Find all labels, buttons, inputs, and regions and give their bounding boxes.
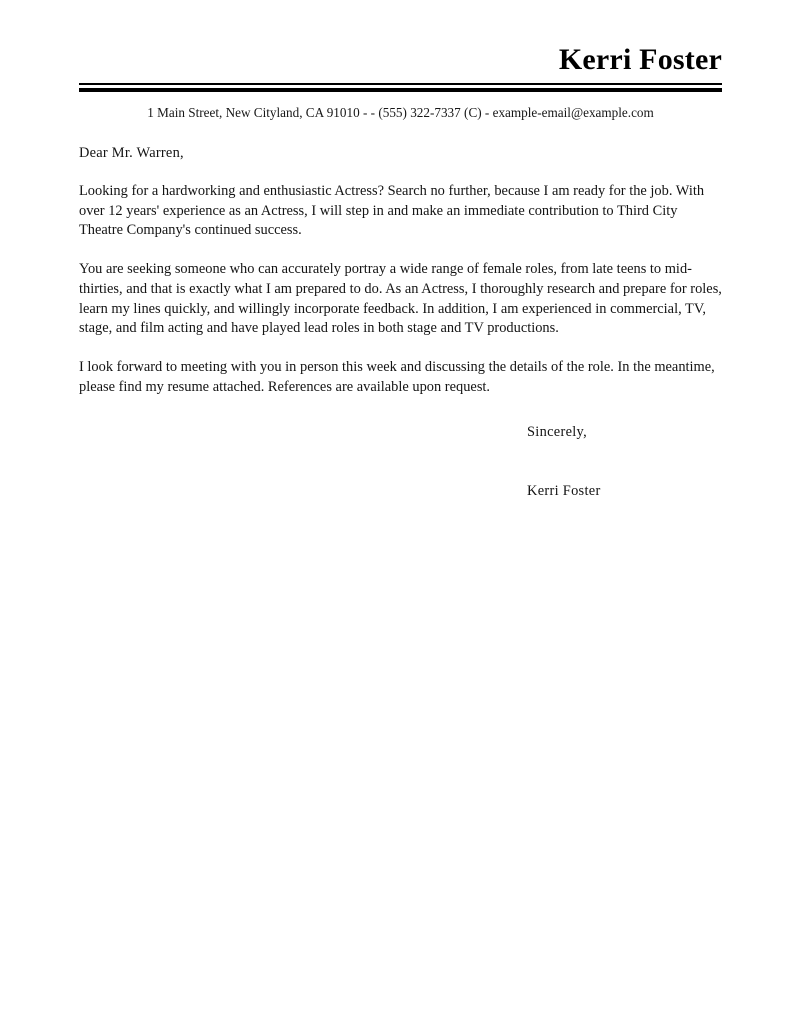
letter-content [79,0,722,501]
header-divider [79,83,722,92]
letter-paragraph: You are seeking someone who can accurately portray a wide range of female roles, from late teens to mid-thirties, and that is exactly what I am prepared to do. As an Actress, I thoroughly research and prepare for roles, learn my lines quickly, and willingly incorporate feedback. In addition, I am experienced in commercial, TV, stage, and film acting and have played lead roles in both stage and TV productions. [79,261,722,337]
salutation: Dear Mr. Warren, [79,144,184,161]
page-title: Kerri Foster [558,43,722,76]
letter-paragraph: Looking for a hardworking and enthusiastic Actress? Search no further, because I am ready for the job. With over 12 years' experience as an Actress, I will step in and make an immediate contribution to Third City Theatre Company's continued success. [79,183,705,239]
contact-line: 1 Main Street, New Cityland, CA 91010 - - (555) 322-7337 (C) - example-email@example.com [147,105,654,121]
closing-salutation: Sincerely, [527,424,588,441]
letter-paragraph: I look forward to meeting with you in person this week and discussing the details of the role. In the meantime, please find my resume attached. References are available upon request. [79,358,715,395]
letterhead [79,0,722,122]
signature-name: Kerri Foster [527,482,601,499]
closing-block [79,397,722,501]
letter-body [79,122,722,398]
